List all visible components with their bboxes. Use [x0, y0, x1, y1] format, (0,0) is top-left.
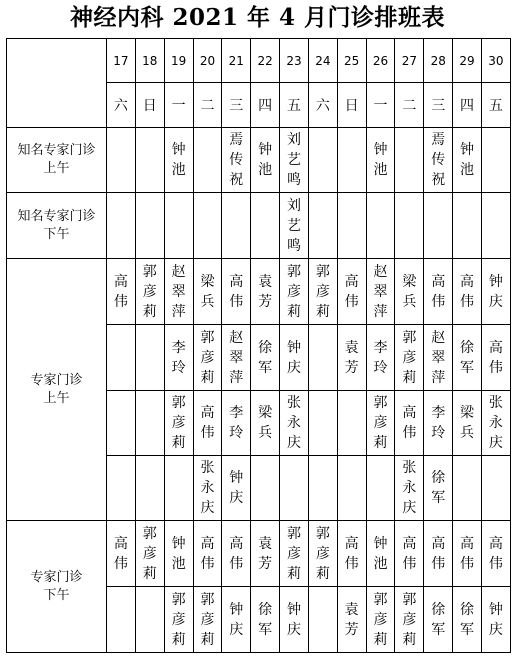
doctor-cell: [308, 521, 337, 587]
doctor-cell: [251, 325, 280, 391]
doctor-cell: [135, 456, 164, 521]
doctor-cell: [424, 391, 453, 456]
doctor-name: 高伟: [229, 535, 244, 572]
doctor-cell: [424, 521, 453, 587]
weekday-cell: 五: [280, 83, 309, 128]
doctor-name: 高伟: [402, 405, 417, 441]
doctor-cell: [164, 456, 193, 521]
weekday-cell: 二: [193, 83, 222, 128]
doctor-cell: [251, 587, 280, 653]
weekday-cell: 日: [135, 83, 164, 128]
doctor-cell: [337, 391, 366, 456]
doctor-name: 高伟: [113, 273, 128, 310]
doctor-name: 高伟: [460, 273, 475, 310]
doctor-cell: [164, 587, 193, 653]
doctor-cell: [424, 325, 453, 391]
day-cell: 23: [280, 39, 309, 83]
doctor-cell: [453, 325, 482, 391]
doctor-name: 郭彦莉: [200, 329, 215, 386]
doctor-name: 郭彦莉: [402, 591, 417, 648]
doctor-cell: [337, 193, 366, 259]
doctor-name: 袁芳: [344, 339, 359, 376]
doctor-cell: [135, 325, 164, 391]
doctor-cell: [193, 391, 222, 456]
doctor-name: 赵翠萍: [171, 263, 186, 320]
weekday-cell: 四: [251, 83, 280, 128]
doctor-name: 钟池: [373, 142, 388, 178]
doctor-name: 徐军: [258, 339, 273, 376]
doctor-name: 高伟: [344, 273, 359, 310]
row-label-line: 专家门诊: [30, 569, 83, 585]
doctor-cell: [395, 325, 424, 391]
doctor-cell: [337, 259, 366, 325]
doctor-cell: [395, 521, 424, 587]
doctor-cell: [308, 128, 337, 193]
doctor-name: 刘艺鸣: [286, 197, 301, 254]
doctor-cell: [366, 128, 395, 193]
doctor-name: 袁芳: [258, 535, 273, 572]
doctor-cell: [164, 128, 193, 193]
doctor-name: 赵翠萍: [229, 329, 244, 386]
doctor-name: 高伟: [402, 535, 417, 572]
doctor-cell: [135, 521, 164, 587]
doctor-cell: [107, 391, 136, 456]
doctor-name: 梁兵: [460, 405, 475, 441]
doctor-name: 高伟: [431, 535, 446, 572]
row-label: [7, 521, 107, 653]
doctor-cell: [280, 259, 309, 325]
doctor-name: 赵翠萍: [431, 329, 446, 386]
doctor-name: 高伟: [344, 535, 359, 572]
weekday-cell: 六: [308, 83, 337, 128]
doctor-name: 郭彦莉: [171, 395, 186, 451]
doctor-cell: [280, 193, 309, 259]
doctor-cell: [395, 128, 424, 193]
doctor-cell: [135, 391, 164, 456]
doctor-cell: [366, 521, 395, 587]
day-cell: 19: [164, 39, 193, 83]
row-label-line: 下午: [43, 587, 70, 603]
doctor-cell: [135, 587, 164, 653]
doctor-name: 李玲: [373, 339, 388, 376]
doctor-cell: [481, 456, 510, 521]
doctor-cell: [366, 456, 395, 521]
doctor-cell: [193, 587, 222, 653]
doctor-cell: [222, 128, 251, 193]
doctor-name: 钟池: [171, 142, 186, 178]
row-label: [7, 193, 107, 259]
doctor-name: 高伟: [200, 405, 215, 441]
doctor-cell: [424, 259, 453, 325]
doctor-name: 张永庆: [488, 395, 503, 451]
doctor-cell: [453, 521, 482, 587]
doctor-cell: [453, 456, 482, 521]
doctor-cell: [107, 259, 136, 325]
row-label-line: 知名专家门诊: [17, 208, 96, 224]
doctor-name: 钟池: [258, 142, 273, 178]
day-row: [7, 39, 511, 83]
doctor-cell: [424, 587, 453, 653]
row-label-line: 下午: [43, 226, 70, 242]
doctor-name: 郭彦莉: [200, 591, 215, 648]
doctor-cell: [453, 128, 482, 193]
doctor-name: 徐军: [460, 601, 475, 638]
doctor-name: 高伟: [488, 339, 503, 376]
doctor-cell: [107, 128, 136, 193]
doctor-cell: [481, 259, 510, 325]
doctor-name: 钟庆: [286, 339, 301, 376]
doctor-name: 徐军: [258, 601, 273, 638]
doctor-cell: [164, 259, 193, 325]
doctor-cell: [481, 391, 510, 456]
doctor-cell: [193, 193, 222, 259]
doctor-cell: [366, 391, 395, 456]
doctor-cell: [337, 587, 366, 653]
row-label: [7, 128, 107, 193]
doctor-cell: [308, 193, 337, 259]
doctor-cell: [135, 128, 164, 193]
doctor-cell: [366, 587, 395, 653]
doctor-cell: [222, 193, 251, 259]
doctor-cell: [280, 521, 309, 587]
doctor-name: 梁兵: [200, 273, 215, 310]
doctor-cell: [251, 456, 280, 521]
doctor-name: 梁兵: [402, 273, 417, 310]
doctor-cell: [366, 259, 395, 325]
doctor-name: 郭彦莉: [142, 263, 157, 320]
doctor-cell: [280, 456, 309, 521]
doctor-cell: [135, 193, 164, 259]
doctor-name: 张永庆: [286, 395, 301, 451]
doctor-cell: [107, 456, 136, 521]
doctor-name: 郭彦莉: [315, 525, 330, 582]
doctor-cell: [481, 193, 510, 259]
doctor-cell: [395, 456, 424, 521]
doctor-cell: [308, 259, 337, 325]
doctor-name: 高伟: [431, 273, 446, 310]
doctor-name: 钟庆: [488, 273, 503, 310]
doctor-name: 刘艺鸣: [286, 132, 301, 188]
doctor-cell: [308, 325, 337, 391]
doctor-cell: [337, 456, 366, 521]
row-label-line: 知名专家门诊: [17, 143, 96, 158]
doctor-cell: [337, 521, 366, 587]
day-cell: 27: [395, 39, 424, 83]
doctor-name: 钟池: [373, 535, 388, 572]
weekday-cell: 六: [107, 83, 136, 128]
doctor-name: 李玲: [171, 339, 186, 376]
doctor-name: 徐军: [431, 601, 446, 638]
doctor-cell: [193, 456, 222, 521]
doctor-cell: [107, 325, 136, 391]
doctor-cell: [280, 128, 309, 193]
doctor-name: 焉传祝: [229, 132, 244, 188]
doctor-name: 钟庆: [229, 470, 244, 506]
weekday-cell: 三: [222, 83, 251, 128]
day-cell: 25: [337, 39, 366, 83]
doctor-cell: [193, 521, 222, 587]
doctor-name: 张永庆: [402, 460, 417, 516]
doctor-cell: [164, 391, 193, 456]
doctor-cell: [135, 259, 164, 325]
doctor-cell: [222, 259, 251, 325]
doctor-cell: [337, 128, 366, 193]
day-cell: 17: [107, 39, 136, 83]
doctor-cell: [280, 325, 309, 391]
doctor-name: 徐军: [460, 339, 475, 376]
doctor-cell: [453, 391, 482, 456]
day-cell: 30: [481, 39, 510, 83]
doctor-name: 郭彦莉: [142, 525, 157, 582]
doctor-cell: [395, 193, 424, 259]
doctor-cell: [366, 325, 395, 391]
doctor-cell: [481, 521, 510, 587]
doctor-cell: [395, 391, 424, 456]
doctor-name: 郭彦莉: [286, 263, 301, 320]
day-cell: 21: [222, 39, 251, 83]
doctor-cell: [308, 587, 337, 653]
doctor-cell: [424, 193, 453, 259]
page-title: 神经内科 2021 年 4 月门诊排班表: [69, 4, 446, 31]
doctor-name: 郭彦莉: [373, 591, 388, 648]
day-cell: 28: [424, 39, 453, 83]
doctor-cell: [280, 391, 309, 456]
corner-cell: [7, 39, 107, 128]
doctor-cell: [251, 391, 280, 456]
schedule-row: [7, 259, 511, 325]
row-label-line: 上午: [43, 161, 70, 176]
doctor-cell: [193, 259, 222, 325]
doctor-cell: [164, 193, 193, 259]
doctor-name: 高伟: [488, 535, 503, 572]
schedule-table: [6, 38, 511, 653]
doctor-name: 钟庆: [286, 601, 301, 638]
day-cell: 20: [193, 39, 222, 83]
doctor-name: 钟庆: [229, 601, 244, 638]
day-cell: 22: [251, 39, 280, 83]
doctor-cell: [222, 391, 251, 456]
doctor-name: 袁芳: [344, 601, 359, 638]
doctor-cell: [308, 456, 337, 521]
doctor-name: 高伟: [229, 273, 244, 310]
weekday-cell: 二: [395, 83, 424, 128]
doctor-cell: [308, 391, 337, 456]
doctor-cell: [453, 259, 482, 325]
doctor-cell: [222, 325, 251, 391]
doctor-name: 高伟: [200, 535, 215, 572]
day-cell: 29: [453, 39, 482, 83]
doctor-name: 徐军: [431, 470, 446, 506]
doctor-cell: [251, 128, 280, 193]
doctor-name: 钟池: [171, 535, 186, 572]
weekday-cell: 三: [424, 83, 453, 128]
doctor-cell: [395, 259, 424, 325]
doctor-cell: [453, 193, 482, 259]
doctor-cell: [164, 325, 193, 391]
doctor-name: 张永庆: [200, 460, 215, 516]
doctor-cell: [107, 193, 136, 259]
weekday-cell: 一: [366, 83, 395, 128]
doctor-name: 赵翠萍: [373, 263, 388, 320]
doctor-cell: [222, 587, 251, 653]
doctor-name: 郭彦莉: [315, 263, 330, 320]
doctor-cell: [424, 456, 453, 521]
doctor-name: 郭彦莉: [373, 395, 388, 451]
weekday-cell: 四: [453, 83, 482, 128]
doctor-cell: [107, 521, 136, 587]
schedule-row: [7, 193, 511, 259]
doctor-name: 李玲: [431, 405, 446, 441]
doctor-name: 郭彦莉: [171, 591, 186, 648]
doctor-cell: [222, 456, 251, 521]
doctor-cell: [481, 128, 510, 193]
row-label-line: 上午: [43, 390, 70, 406]
row-label: [7, 259, 107, 521]
doctor-name: 高伟: [460, 535, 475, 572]
doctor-cell: [251, 259, 280, 325]
schedule-row: [7, 521, 511, 587]
doctor-name: 高伟: [113, 535, 128, 572]
doctor-cell: [164, 521, 193, 587]
doctor-cell: [481, 325, 510, 391]
day-cell: 24: [308, 39, 337, 83]
doctor-cell: [251, 521, 280, 587]
weekday-cell: 五: [481, 83, 510, 128]
doctor-cell: [481, 587, 510, 653]
doctor-cell: [107, 587, 136, 653]
doctor-name: 郭彦莉: [286, 525, 301, 582]
doctor-cell: [222, 521, 251, 587]
doctor-name: 郭彦莉: [402, 329, 417, 386]
day-cell: 18: [135, 39, 164, 83]
doctor-name: 钟庆: [488, 601, 503, 638]
doctor-cell: [395, 587, 424, 653]
doctor-cell: [193, 128, 222, 193]
doctor-cell: [193, 325, 222, 391]
doctor-name: 焉传祝: [431, 132, 446, 188]
doctor-cell: [337, 325, 366, 391]
day-cell: 26: [366, 39, 395, 83]
doctor-cell: [424, 128, 453, 193]
doctor-name: 钟池: [460, 142, 475, 178]
doctor-cell: [453, 587, 482, 653]
doctor-cell: [251, 193, 280, 259]
doctor-name: 袁芳: [258, 273, 273, 310]
schedule-row: [7, 128, 511, 193]
doctor-cell: [366, 193, 395, 259]
doctor-name: 梁兵: [258, 405, 273, 441]
doctor-cell: [280, 587, 309, 653]
doctor-name: 李玲: [229, 405, 244, 441]
row-label-line: 专家门诊: [30, 372, 83, 388]
weekday-cell: 日: [337, 83, 366, 128]
weekday-cell: 一: [164, 83, 193, 128]
